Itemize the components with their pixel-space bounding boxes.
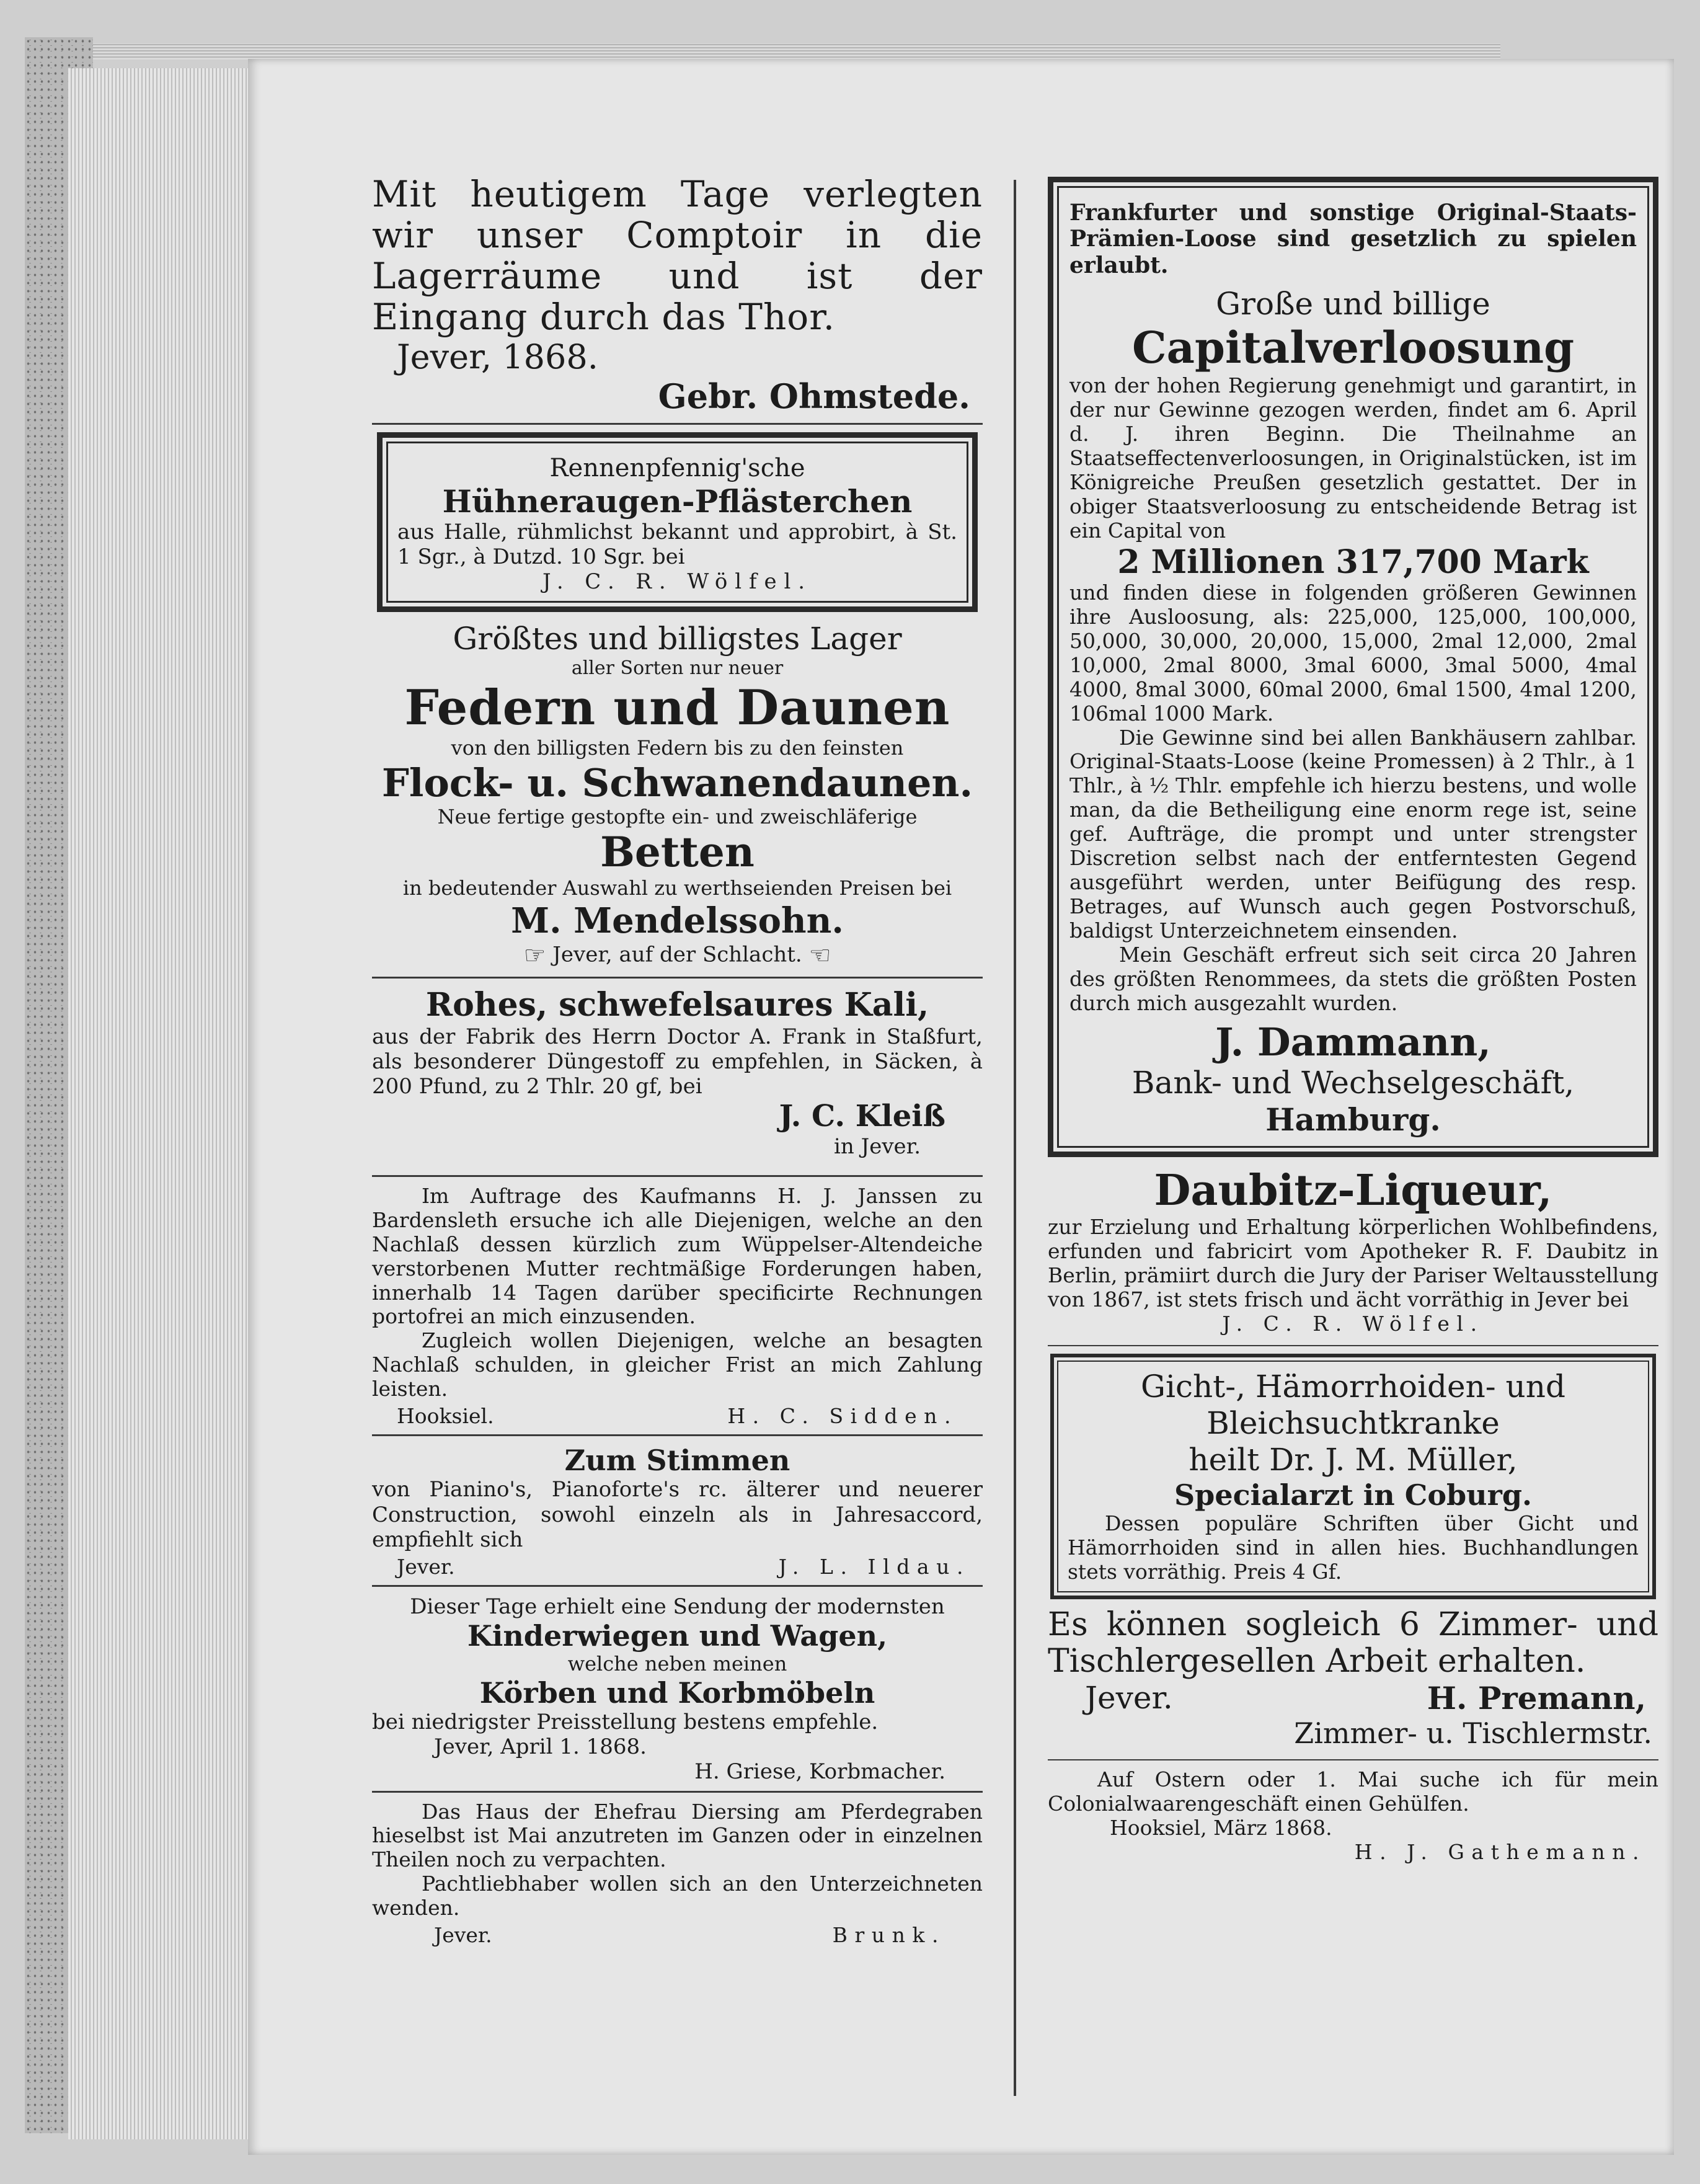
ad-brunk: [372, 1800, 983, 1948]
ildau-signer: J. L. Ildau.: [778, 1554, 970, 1579]
mueller-body: Dessen populäre Schriften über Gicht und Hämorrhoiden sind in allen hies. Buchhandlungen stets vorräthig. Preis 4 Gf.: [1068, 1511, 1639, 1584]
daubitz-body: zur Erzielung und Erhaltung körperlichen Wohlbefindens, erfunden und fabricirt vom Apotheker R. F. Daubitz in Berlin, prämiirt durch die Jury der Pariser Weltausstellung von 1867, ist stets frisch und ächt vorräthig in Jever bei: [1048, 1215, 1658, 1312]
dammann-signer: J. Dammann,: [1215, 1019, 1491, 1065]
sidden-p1: Im Auftrage des Kaufmanns H. J. Janssen zu Bardensleth ersuche ich alle Diejenigen, welche an den Nachlaß dessen kürzlich zum Wüppelser-Altendeiche verstorbenen Mutter rechtmäßige Forderungen haben, innerhalb 14 Tagen darüber specificirte Rechnungen portofrei an mich einzusenden.: [372, 1183, 983, 1329]
gathemann-body: Auf Ostern oder 1. Mai suche ich für mein Colonialwaarengeschäft einen Gehülfen.: [1048, 1767, 1658, 1816]
mendelssohn-address: Jever, auf der Schlacht.: [552, 942, 802, 967]
mueller-line3: Specialarzt in Coburg.: [1174, 1478, 1533, 1512]
divider: [372, 1175, 983, 1177]
left-column: [372, 174, 983, 1947]
mendelssohn-title3: Betten: [600, 828, 755, 877]
dammann-heading1: Große und billige: [1216, 286, 1490, 322]
divider: [372, 1434, 983, 1436]
divider: [372, 977, 983, 979]
daubitz-title: Daubitz-Liqueur,: [1154, 1165, 1552, 1215]
right-column: [1048, 177, 1658, 1865]
brunk-place: Jever.: [434, 1923, 492, 1948]
mendelssohn-line5: in bedeutender Auswahl zu werthseienden Preisen bei: [402, 876, 952, 900]
ohmstede-signer: Gebr. Ohmstede.: [658, 376, 970, 417]
gathemann-place-date: Hooksiel, März 1868.: [1110, 1815, 1332, 1840]
divider: [372, 423, 983, 425]
kleiss-signer: J. C. Kleiß: [779, 1099, 945, 1134]
page-top-edge: [93, 43, 1500, 60]
dammann-p2: und finden diese in folgenden größeren Gewinnen ihre Ausloosung, als: 225,000, 125,000, 100,000, 50,000, 30,000, 20,000, 15,000, 2mal 12,000, 2mal 10,000, 2mal 8000, 3mal 6000, 3mal 5000, 4mal 4000, 8mal 3000, 60mal 2000, 6mal 1500, 4mal 1200, 106mal 1000 Mark.: [1069, 580, 1637, 726]
ohmstede-text: Mit heutigem Tage verlegten wir unser Comptoir in die Lagerräume und ist der Eingang durch das Thor.: [372, 173, 983, 339]
pflaster-title: Hühneraugen-Pflästerchen: [442, 483, 913, 520]
divider: [372, 1791, 983, 1793]
dammann-amount: 2 Millionen 317,700 Mark: [1117, 543, 1589, 581]
mendelssohn-line3: von den billigsten Federn bis zu den feinsten: [451, 735, 904, 760]
griese-title: Kinderwiegen und Wagen,: [467, 1618, 888, 1653]
griese-line2: welche neben meinen: [567, 1652, 787, 1676]
mendelssohn-line1: Größtes und billigstes Lager: [453, 621, 902, 657]
daubitz-signer: J. C. R. Wölfel.: [1222, 1311, 1484, 1336]
mendelssohn-line2: aller Sorten nur neuer: [571, 657, 784, 680]
kleiss-title: Rohes, schwefelsaures Kali,: [425, 986, 929, 1024]
ad-ildau: [372, 1444, 983, 1579]
mendelssohn-title2: Flock- u. Schwanendaunen.: [381, 760, 973, 806]
pointing-hand-icon: ☞: [523, 941, 546, 970]
brunk-p1: Das Haus der Ehefrau Diersing am Pferdegraben hieselbst ist Mai anzutreten im Ganzen oder in einzelnen Theilen noch zu verpachten.: [372, 1799, 983, 1872]
page-edges: [68, 68, 273, 2139]
premann-body: Es können sogleich 6 Zimmer- und Tischlergesellen Arbeit erhalten.: [1048, 1605, 1658, 1680]
premann-place: Jever.: [1085, 1680, 1173, 1716]
mendelssohn-signer: M. Mendelssohn.: [511, 900, 844, 942]
ad-dammann: [1048, 177, 1658, 1157]
kleiss-body: aus der Fabrik des Herrn Doctor A. Frank in Staßfurt, als besonderer Düngestoff zu empfehlen, in Säcken, à 200 Pfund, zu 2 Thlr. 20 gf, bei: [372, 1024, 983, 1099]
premann-trade: Zimmer- u. Tischlermstr.: [1294, 1716, 1652, 1751]
ad-woelfel-pflaster: [377, 432, 978, 613]
ad-mueller: [1050, 1354, 1656, 1599]
brunk-p2: Pachtliebhaber wollen sich an den Unterzeichneten wenden.: [372, 1871, 983, 1920]
divider: [1048, 1345, 1658, 1346]
ad-gathemann: [1048, 1768, 1658, 1865]
pflaster-signer: J. C. R. Wölfel.: [542, 569, 812, 595]
ad-mendelssohn: [372, 621, 983, 970]
gathemann-signer: H. J. Gathemann.: [1354, 1839, 1646, 1864]
dammann-firm: Bank- und Wechselgeschäft,: [1131, 1064, 1575, 1101]
dammann-heading2: Capitalverloosung: [1131, 322, 1575, 374]
ad-daubitz: [1048, 1166, 1658, 1336]
ad-kleiss: [372, 986, 983, 1158]
brunk-signer: Brunk.: [832, 1923, 945, 1948]
divider: [1048, 1759, 1658, 1760]
mueller-line2: heilt Dr. J. M. Müller,: [1189, 1441, 1518, 1478]
griese-line1: Dieser Tage erhielt eine Sendung der modernsten: [410, 1594, 945, 1619]
griese-place-date: Jever, April 1. 1868.: [434, 1734, 647, 1760]
ildau-place: Jever.: [397, 1554, 455, 1579]
pflaster-line1: Rennenpfennig'sche: [549, 453, 805, 482]
ohmstede-place-date: Jever, 1868.: [397, 337, 598, 377]
ad-griese: [372, 1594, 983, 1785]
griese-title2: Körben und Korbmöbeln: [479, 1676, 875, 1710]
premann-signer: H. Premann,: [1427, 1680, 1646, 1717]
sidden-p2: Zugleich wollen Diejenigen, welche an besagten Nachlaß schulden, in gleicher Frist an mich Zahlung leisten.: [372, 1328, 983, 1401]
dammann-p1: von der hohen Regierung genehmigt und garantirt, in der nur Gewinne gezogen werden, findet am 6. April d. J. ihren Beginn. Die Theilnahme an Staatseffectenverloosungen, in Originalstücken, ist im Königreiche Preußen gesetzlich gestattet. Der in obiger Staatsverloosung zu entscheidende Betrag ist ein Capital von: [1069, 373, 1637, 543]
dammann-intro: Frankfurter und sonstige Original-Staats-Prämien-Loose sind gesetzlich zu spielen erlaubt.: [1069, 200, 1637, 278]
griese-line3: bei niedrigster Preisstellung bestens empfehle.: [372, 1710, 879, 1735]
pflaster-body: aus Halle, rühmlichst bekannt und approbirt, à St. 1 Sgr., à Dutzd. 10 Sgr. bei: [397, 520, 957, 570]
dammann-p3: Die Gewinne sind bei allen Bankhäusern zahlbar. Original-Staats-Loose (keine Promessen) à 2 Thlr., à 1 Thlr., à ½ Thlr. empfehle ich hierzu bestens, und wolle man, da die Betheiligung eine enorm rege ist, seine gef. Aufträge, die prompt und unter strengster Discretion selbst nach der entferntesten Gegend ausgeführt werden, unter Beifügung des resp. Betrages, auf Wunsch auch gegen Postvorschuß, baldigst Unterzeichnetem einsenden.: [1069, 725, 1637, 943]
ad-premann: [1048, 1607, 1658, 1751]
dammann-city: Hamburg.: [1265, 1101, 1441, 1138]
sidden-signer: H. C. Sidden.: [727, 1404, 958, 1429]
column-divider: [1014, 180, 1016, 2096]
mendelssohn-line4: Neue fertige gestopfte ein- und zweischläferige: [437, 804, 918, 828]
ildau-body: von Pianino's, Pianoforte's rc. älterer und neuerer Construction, sowohl einzeln als in Jahresaccord, empfiehlt sich: [372, 1477, 983, 1552]
ad-ohmstede: [372, 174, 983, 417]
ildau-title: Zum Stimmen: [564, 1444, 790, 1478]
divider: [372, 1585, 983, 1587]
ad-sidden: [372, 1184, 983, 1428]
dammann-p4: Mein Geschäft erfreut sich seit circa 20 Jahren des größten Renommees, da stets die größten Posten durch mich ausgezahlt wurden.: [1069, 942, 1637, 1015]
mendelssohn-title: Federn und Daunen: [404, 679, 950, 736]
kleiss-place: in Jever.: [834, 1134, 921, 1159]
pointing-hand-icon: ☜: [808, 941, 831, 970]
sidden-place: Hooksiel.: [397, 1404, 494, 1429]
griese-signer: H. Griese, Korbmacher.: [694, 1759, 945, 1785]
mueller-title: Gicht-, Hämorrhoiden- und Bleichsuchtkranke: [1141, 1368, 1565, 1441]
